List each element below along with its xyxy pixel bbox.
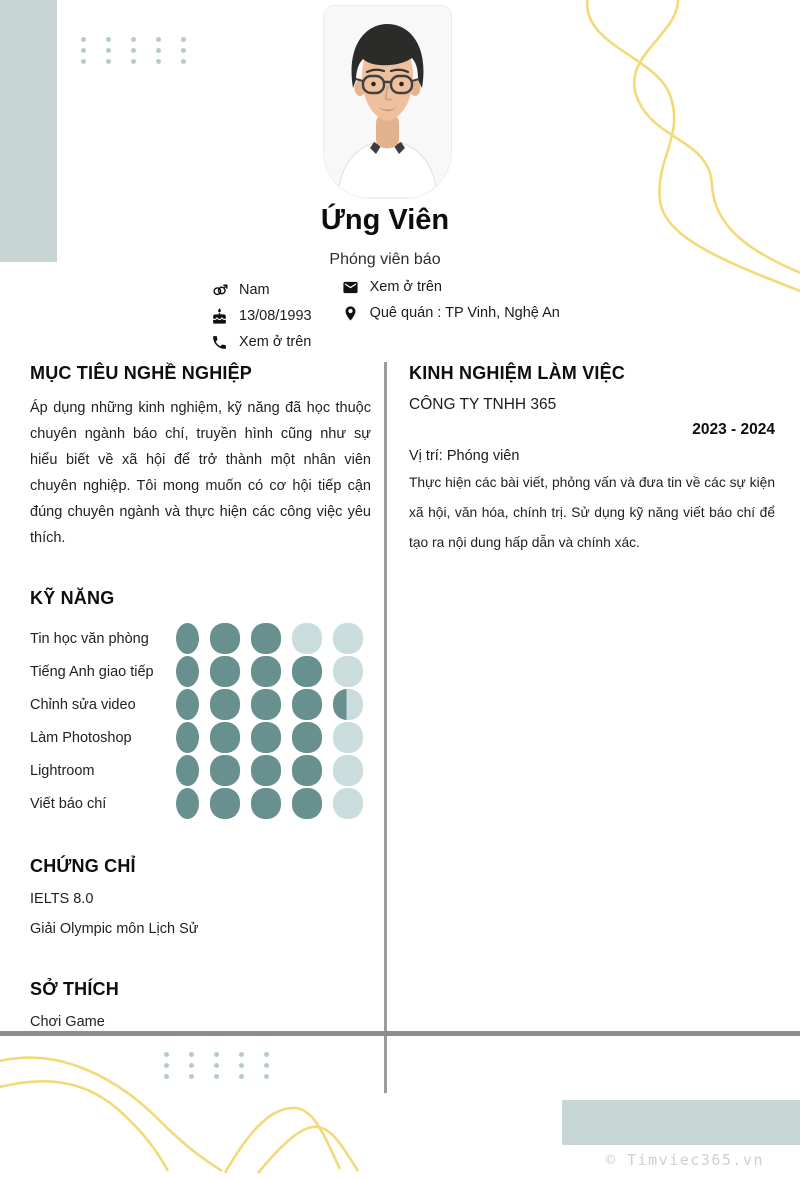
decorative-dot xyxy=(239,1063,244,1068)
skill-dot xyxy=(251,689,281,720)
skill-dot xyxy=(176,755,199,786)
gender-icon xyxy=(211,282,228,299)
skill-rating xyxy=(176,623,363,654)
hometown-value: Quê quán : TP Vinh, Nghệ An xyxy=(369,305,560,321)
certificates-heading: CHỨNG CHỈ xyxy=(30,856,136,876)
decorative-dot xyxy=(189,1074,194,1079)
decorative-dot xyxy=(181,48,186,53)
decorative-dot xyxy=(81,59,86,64)
skill-label: Tin học văn phòng xyxy=(30,630,149,647)
skill-rating xyxy=(176,788,363,819)
skill-dot xyxy=(333,656,363,687)
skills-section xyxy=(30,588,371,820)
teal-rectangle-decoration xyxy=(562,1100,800,1145)
skill-dot xyxy=(176,788,199,819)
skill-dot xyxy=(333,755,363,786)
decorative-dot xyxy=(106,48,111,53)
decorative-dot xyxy=(156,37,161,42)
skill-dot xyxy=(176,623,199,654)
footer-divider xyxy=(0,1031,800,1036)
decorative-dot xyxy=(164,1063,169,1068)
skill-dot xyxy=(210,755,240,786)
skill-dot xyxy=(176,722,199,753)
birthday-row xyxy=(211,307,312,325)
left-column xyxy=(30,363,371,1030)
personal-info xyxy=(211,281,560,351)
skill-rating xyxy=(176,722,363,753)
skill-row xyxy=(30,655,371,688)
experience-section xyxy=(409,363,775,558)
portrait-illustration xyxy=(324,6,451,198)
skill-dot xyxy=(176,689,199,720)
skill-dot xyxy=(210,689,240,720)
phone-icon xyxy=(211,334,228,351)
dot-grid-decoration-bottom xyxy=(164,1052,269,1079)
skill-row xyxy=(30,754,371,787)
skill-label: Lightroom xyxy=(30,762,95,779)
decorative-dot xyxy=(131,37,136,42)
decorative-dot xyxy=(164,1052,169,1057)
skill-dot xyxy=(333,722,363,753)
personal-info-right xyxy=(342,278,560,351)
skill-dot xyxy=(292,722,322,753)
decorative-dot xyxy=(131,59,136,64)
skill-dot xyxy=(292,788,322,819)
skills-heading: KỸ NĂNG xyxy=(30,588,115,608)
hobbies-heading: SỞ THÍCH xyxy=(30,979,119,999)
skill-label: Chỉnh sửa video xyxy=(30,696,136,713)
decorative-dot xyxy=(164,1074,169,1079)
objective-section xyxy=(30,363,371,551)
decorative-dot xyxy=(189,1052,194,1057)
decorative-dot xyxy=(81,48,86,53)
hometown-row xyxy=(342,304,560,322)
skill-rating xyxy=(176,689,363,720)
skill-dot xyxy=(251,788,281,819)
decorative-dot xyxy=(156,48,161,53)
phone-value: Xem ở trên xyxy=(239,334,312,350)
company-name: CÔNG TY TNHH 365 xyxy=(409,396,557,413)
decorative-dot xyxy=(239,1074,244,1079)
decorative-dot xyxy=(131,48,136,53)
skill-dot xyxy=(251,722,281,753)
decorative-dot xyxy=(239,1052,244,1057)
decorative-dot xyxy=(214,1074,219,1079)
birthday-icon xyxy=(211,308,228,325)
skill-dot xyxy=(210,722,240,753)
email-row xyxy=(342,278,560,296)
skill-dot xyxy=(210,788,240,819)
skill-dot xyxy=(292,689,322,720)
decorative-dot xyxy=(264,1074,269,1079)
watermark: © Timviec365.vn xyxy=(606,1151,764,1169)
decorative-dot xyxy=(181,37,186,42)
skill-label: Làm Photoshop xyxy=(30,729,132,746)
decorative-dot xyxy=(181,59,186,64)
skill-dot xyxy=(251,656,281,687)
decorative-dot xyxy=(106,59,111,64)
work-period: 2023 - 2024 xyxy=(692,421,775,438)
candidate-job-title: Phóng viên báo xyxy=(329,251,441,268)
skill-dot xyxy=(292,755,322,786)
skills-list xyxy=(30,622,371,820)
personal-info-left xyxy=(211,281,312,351)
skill-label: Tiếng Anh giao tiếp xyxy=(30,663,154,680)
skill-dot xyxy=(251,755,281,786)
job-description: Thực hiện các bài viết, phỏng vấn và đưa tin về các sự kiện xã hội, văn hóa, chính trị. Sử dụng kỹ năng viết báo chí để tạo ra nội dung hấp dẫn và chính xác. xyxy=(409,475,775,550)
certificates-section xyxy=(30,856,371,937)
gender-row xyxy=(211,281,312,299)
skill-row xyxy=(30,787,371,820)
job-position: Vị trí: Phóng viên xyxy=(409,448,520,464)
phone-row xyxy=(211,333,312,351)
skill-dot xyxy=(210,623,240,654)
column-divider xyxy=(384,362,387,1093)
objective-body: Áp dụng những kinh nghiệm, kỹ năng đã học thuộc chuyên ngành báo chí, truyền hình cũng như sự hiểu biết về xã hội để trở thành một nhân viên chuyên nghiệp. Tôi mong muốn có cơ hội tiếp cận đúng chuyên ngành và thực hiện các công việc yêu thích. xyxy=(30,400,371,546)
decorative-dot xyxy=(189,1063,194,1068)
candidate-photo xyxy=(324,6,451,198)
skill-dot xyxy=(333,689,363,720)
location-icon xyxy=(342,305,359,322)
decorative-dot xyxy=(156,59,161,64)
decorative-dot xyxy=(81,37,86,42)
experience-entry xyxy=(409,396,775,558)
skill-dot xyxy=(176,656,199,687)
experience-heading: KINH NGHIỆM LÀM VIỆC xyxy=(409,363,626,383)
skill-row xyxy=(30,622,371,655)
skill-dot xyxy=(292,656,322,687)
hobbies-section xyxy=(30,979,371,1030)
birthday-value: 13/08/1993 xyxy=(239,308,312,324)
skill-row xyxy=(30,688,371,721)
certificate-item: IELTS 8.0 xyxy=(30,891,94,907)
decorative-dot xyxy=(214,1063,219,1068)
decorative-dot xyxy=(264,1052,269,1057)
skill-label: Viết báo chí xyxy=(30,795,107,812)
certificate-item: Giải Olympic môn Lịch Sử xyxy=(30,921,199,937)
objective-heading: MỤC TIÊU NGHỀ NGHIỆP xyxy=(30,363,253,383)
email-icon xyxy=(342,279,359,296)
decorative-dot xyxy=(264,1063,269,1068)
dot-grid-decoration-top xyxy=(81,37,186,64)
right-column xyxy=(409,363,775,558)
skill-dot xyxy=(251,623,281,654)
skill-row xyxy=(30,721,371,754)
candidate-name: Ứng Viên xyxy=(320,204,450,236)
skill-rating xyxy=(176,755,363,786)
hobby-item: Chơi Game xyxy=(30,1014,105,1030)
skill-dot xyxy=(333,788,363,819)
decorative-dot xyxy=(214,1052,219,1057)
skill-dot xyxy=(292,623,322,654)
skill-dot xyxy=(333,623,363,654)
yellow-curves-decoration-bottom-left xyxy=(0,1021,360,1179)
decorative-dot xyxy=(106,37,111,42)
gender-value: Nam xyxy=(239,282,270,298)
skill-dot xyxy=(210,656,240,687)
email-value: Xem ở trên xyxy=(369,279,442,295)
skill-rating xyxy=(176,656,363,687)
